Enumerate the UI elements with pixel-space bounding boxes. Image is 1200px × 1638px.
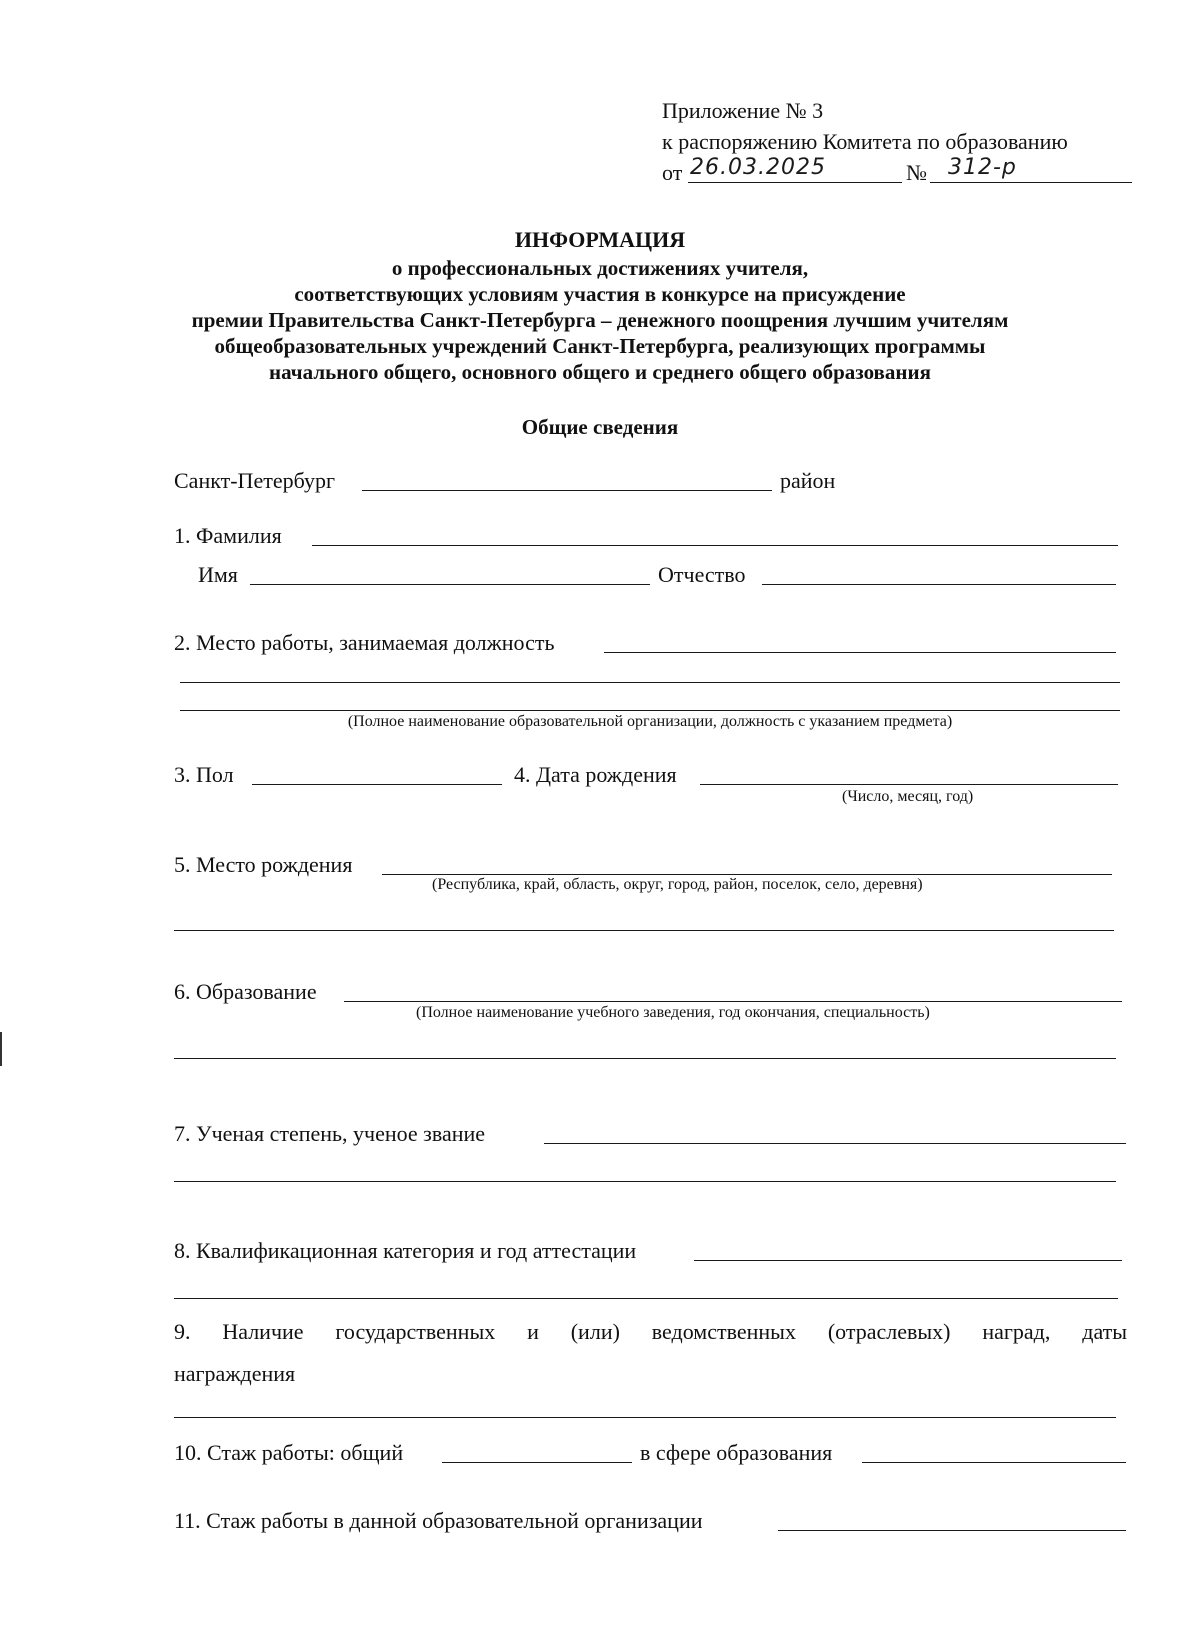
degree-field-1[interactable] bbox=[544, 1143, 1126, 1144]
workplace-field-2[interactable] bbox=[180, 682, 1120, 683]
title-line-2: соответствующих условиям участия в конкурсе на присуждение bbox=[294, 282, 906, 306]
scan-edge-mark bbox=[0, 1032, 2, 1066]
degree-label: 7. Ученая степень, ученое звание bbox=[174, 1121, 486, 1146]
order-reference: к распоряжению Комитета по образованию bbox=[662, 129, 1068, 154]
gender-field[interactable] bbox=[252, 784, 502, 785]
education-label: 6. Образование bbox=[174, 979, 317, 1004]
degree-field-2[interactable] bbox=[174, 1181, 1116, 1182]
order-number-prefix: № bbox=[906, 160, 927, 185]
surname-field[interactable] bbox=[312, 545, 1118, 546]
education-caption: (Полное наименование учебного заведения, год окончания, специальность) bbox=[416, 1004, 930, 1021]
gender-label: 3. Пол bbox=[174, 762, 234, 787]
workplace-caption: (Полное наименование образовательной организации, должность с указанием предмета) bbox=[347, 713, 953, 730]
district-field[interactable] bbox=[362, 490, 772, 491]
district-label: район bbox=[780, 468, 836, 493]
birthplace-label: 5. Место рождения bbox=[174, 852, 353, 877]
experience-org-field[interactable] bbox=[778, 1530, 1126, 1531]
experience-education-label: в сфере образования bbox=[640, 1440, 833, 1465]
awards-label-line-1: 9. Наличие государственных и (или) ведомственных (отраслевых) наград, даты bbox=[174, 1319, 1128, 1344]
order-number-handwritten: 312-р bbox=[948, 155, 1017, 180]
surname-label: 1. Фамилия bbox=[174, 523, 282, 548]
birthdate-caption: (Число, месяц, год) bbox=[842, 788, 974, 805]
education-field-1[interactable] bbox=[344, 1001, 1122, 1002]
workplace-field-1[interactable] bbox=[604, 652, 1116, 653]
experience-total-label: 10. Стаж работы: общий bbox=[174, 1440, 404, 1465]
workplace-label: 2. Место работы, занимаемая должность bbox=[174, 630, 555, 655]
patronymic-label: Отчество bbox=[658, 562, 746, 587]
awards-label-line-2: награждения bbox=[174, 1361, 296, 1386]
qualification-field-1[interactable] bbox=[694, 1260, 1122, 1261]
qualification-label: 8. Квалификационная категория и год аттестации bbox=[174, 1238, 637, 1263]
qualification-field-2[interactable] bbox=[174, 1298, 1118, 1299]
birthplace-field-1[interactable] bbox=[382, 874, 1112, 875]
birthplace-caption: (Республика, край, область, округ, город, район, поселок, село, деревня) bbox=[432, 876, 923, 893]
awards-field[interactable] bbox=[174, 1417, 1116, 1418]
title-line-4: общеобразовательных учреждений Санкт-Петербурга, реализующих программы bbox=[214, 334, 986, 358]
patronymic-field[interactable] bbox=[762, 584, 1116, 585]
name-label: Имя bbox=[198, 562, 238, 587]
order-date-line bbox=[688, 182, 902, 183]
section-heading: Общие сведения bbox=[521, 415, 679, 439]
education-field-2[interactable] bbox=[174, 1058, 1116, 1059]
birthplace-field-2[interactable] bbox=[174, 930, 1114, 931]
birthdate-label: 4. Дата рождения bbox=[514, 762, 677, 787]
name-field[interactable] bbox=[250, 584, 650, 585]
experience-education-field[interactable] bbox=[862, 1462, 1126, 1463]
experience-org-label: 11. Стаж работы в данной образовательной организации bbox=[174, 1508, 703, 1533]
city-label: Санкт-Петербург bbox=[174, 468, 335, 493]
title-line-5: начального общего, основного общего и среднего общего образования bbox=[269, 360, 931, 384]
appendix-number: Приложение № 3 bbox=[662, 98, 824, 123]
birthdate-field[interactable] bbox=[700, 784, 1118, 785]
experience-total-field[interactable] bbox=[442, 1462, 632, 1463]
title-line-3: премии Правительства Санкт-Петербурга – денежного поощрения лучшим учителям bbox=[191, 308, 1009, 332]
order-number-line bbox=[930, 182, 1132, 183]
order-date-prefix: от bbox=[662, 160, 683, 185]
workplace-field-3[interactable] bbox=[180, 710, 1120, 711]
order-date-handwritten: 26.03.2025 bbox=[690, 155, 826, 180]
document-title: ИНФОРМАЦИЯ bbox=[514, 227, 686, 252]
title-line-1: о профессиональных достижениях учителя, bbox=[391, 256, 809, 280]
